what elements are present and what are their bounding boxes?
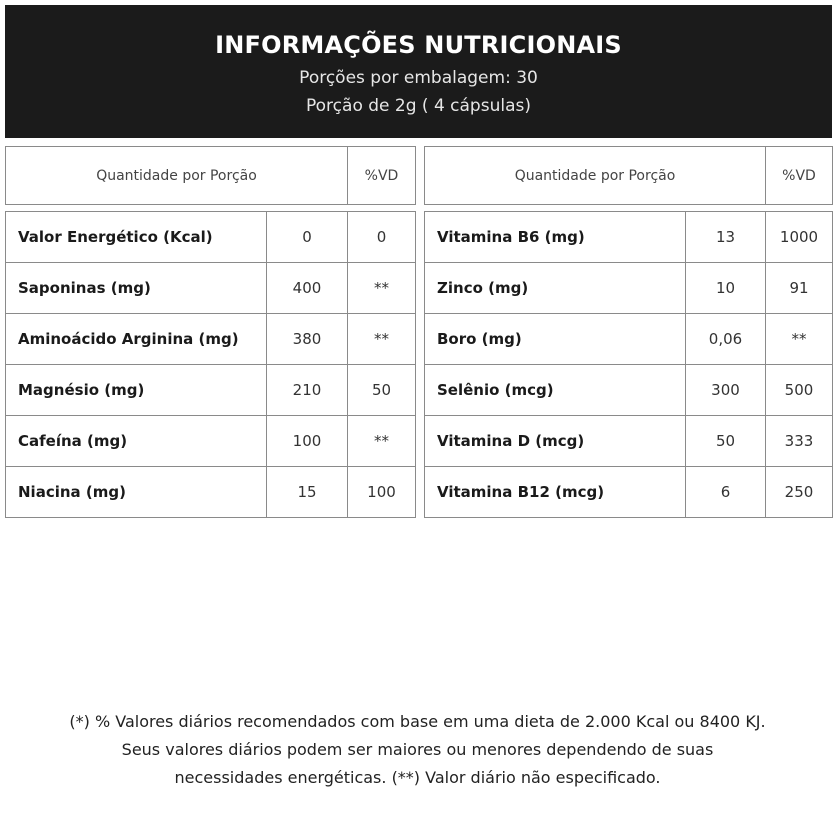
servings-per-package: Porções por embalagem: 30 [299,68,538,88]
table-row [6,212,416,263]
table-row [425,467,833,518]
nutrient-name: Aminoácido Arginina (mg) [6,314,267,365]
right-nutrient-table [424,211,833,518]
nutrient-vd: 500 [766,365,833,416]
nutrient-name: Zinco (mg) [425,263,686,314]
nutrient-vd: 333 [766,416,833,467]
footnote-line: necessidades energéticas. (**) Valor diário não especificado. [174,768,661,787]
table-row [425,212,833,263]
nutrient-vd: ** [348,416,416,467]
nutrient-vd: ** [348,263,416,314]
nutrient-amount: 380 [267,314,348,365]
nutrient-amount: 0 [267,212,348,263]
footnote-line: (*) % Valores diários recomendados com base em uma dieta de 2.000 Kcal ou 8400 KJ. [69,712,766,731]
nutrient-amount: 0,06 [686,314,766,365]
nutrient-name: Vitamina D (mcg) [425,416,686,467]
footnote-line: Seus valores diários podem ser maiores ou menores dependendo de suas [121,740,714,759]
table-row [425,314,833,365]
nutrient-amount: 10 [686,263,766,314]
nutrient-amount: 6 [686,467,766,518]
nutrient-name: Vitamina B6 (mg) [425,212,686,263]
nutrient-vd: ** [348,314,416,365]
nutrient-amount: 400 [267,263,348,314]
nutrient-amount: 13 [686,212,766,263]
nutrient-vd: 0 [348,212,416,263]
nutrient-name: Cafeína (mg) [6,416,267,467]
table-row [6,467,416,518]
page-title: INFORMAÇÕES NUTRICIONAIS [215,31,622,59]
qty-column-header: Quantidade por Porção [425,147,766,205]
table-row [425,263,833,314]
nutrition-header [5,5,832,138]
table-row [6,365,416,416]
nutrient-name: Magnésio (mg) [6,365,267,416]
table-row [425,365,833,416]
nutrient-vd: 50 [348,365,416,416]
table-row [6,314,416,365]
vd-column-header: %VD [766,147,833,205]
nutrient-name: Saponinas (mg) [6,263,267,314]
nutrient-name: Boro (mg) [425,314,686,365]
qty-column-header: Quantidade por Porção [6,147,348,205]
nutrient-name: Valor Energético (Kcal) [6,212,267,263]
table-row [6,263,416,314]
nutrient-vd: 100 [348,467,416,518]
left-table-header [5,146,416,205]
nutrient-vd: 1000 [766,212,833,263]
nutrient-name: Vitamina B12 (mcg) [425,467,686,518]
nutrient-name: Selênio (mcg) [425,365,686,416]
nutrient-vd: 250 [766,467,833,518]
table-row [6,416,416,467]
nutrient-amount: 210 [267,365,348,416]
nutrient-amount: 50 [686,416,766,467]
nutrient-amount: 15 [267,467,348,518]
nutrient-vd: ** [766,314,833,365]
left-nutrient-table [5,211,416,518]
nutrient-amount: 100 [267,416,348,467]
vd-column-header: %VD [348,147,416,205]
portion-size: Porção de 2g ( 4 cápsulas) [306,96,531,116]
nutrient-name: Niacina (mg) [6,467,267,518]
nutrient-vd: 91 [766,263,833,314]
nutrient-amount: 300 [686,365,766,416]
footnote [0,708,835,792]
right-table-header [424,146,833,205]
table-row [425,416,833,467]
